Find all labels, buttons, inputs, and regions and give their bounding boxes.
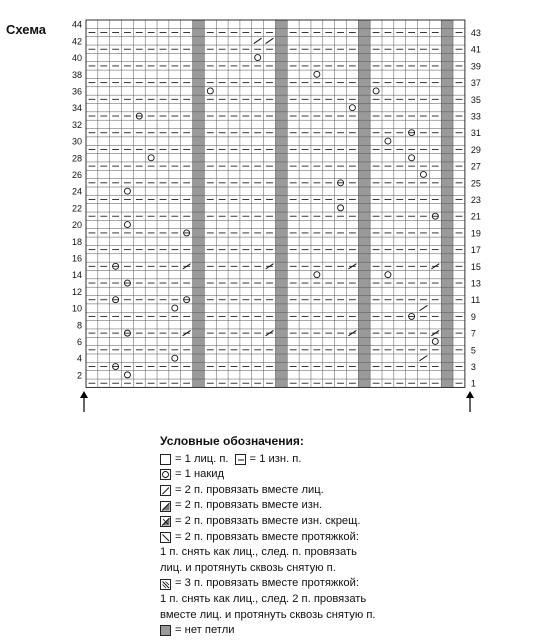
yarn-over-mark xyxy=(373,88,379,94)
decrease-mark xyxy=(420,305,428,310)
row-number-right: 23 xyxy=(470,195,481,206)
legend-item xyxy=(160,498,550,514)
legend-text: = 2 п. провязать вместе лиц. xyxy=(175,483,324,496)
yarn-over-mark xyxy=(314,71,320,77)
decrease-mark xyxy=(254,38,262,43)
legend-item xyxy=(160,514,550,530)
legend-text: = 3 п. провязать вместе протяжкой: xyxy=(175,577,359,590)
row-number-left: 38 xyxy=(71,69,82,80)
left-row-numbers xyxy=(72,20,82,381)
row-number-left: 42 xyxy=(71,36,82,47)
legend-text: = 1 накид xyxy=(175,468,225,481)
yarn-over-mark xyxy=(385,272,391,278)
yarn-over-mark xyxy=(207,88,213,94)
legend-item xyxy=(160,483,550,499)
circle-symbol-icon xyxy=(160,469,171,480)
row-number-left: 20 xyxy=(71,220,82,231)
decrease-mark xyxy=(266,38,274,43)
decrease-mark xyxy=(420,356,428,361)
yarn-over-mark xyxy=(172,305,178,311)
legend-item xyxy=(160,545,550,561)
chart-grid xyxy=(86,20,465,387)
legend-item xyxy=(160,576,550,592)
row-number-right: 37 xyxy=(470,78,481,89)
right-arrow xyxy=(466,391,474,412)
yarn-over-mark xyxy=(124,372,130,378)
legend-text: = 2 п. провязать вместе изн. xyxy=(175,499,323,512)
yarn-over-mark xyxy=(255,55,261,61)
row-number-left: 4 xyxy=(76,353,82,364)
row-number-right: 39 xyxy=(470,61,481,72)
legend-item xyxy=(160,623,550,639)
legend-item xyxy=(160,530,550,546)
yarn-over-mark xyxy=(124,222,130,228)
row-number-right: 43 xyxy=(470,28,481,39)
row-number-left: 10 xyxy=(71,303,82,314)
row-number-right: 17 xyxy=(470,245,481,256)
row-number-left: 26 xyxy=(71,169,82,180)
row-number-left: 22 xyxy=(71,203,82,214)
legend-item xyxy=(160,592,550,608)
row-number-right: 13 xyxy=(470,278,481,289)
legend-text: 1 п. снять как лиц., след. п. провязать xyxy=(160,546,357,559)
row-number-right: 19 xyxy=(470,228,481,239)
row-number-left: 40 xyxy=(71,53,82,64)
legend-item xyxy=(160,467,550,483)
row-number-left: 34 xyxy=(71,103,82,114)
row-number-left: 16 xyxy=(71,253,82,264)
dash-symbol-icon xyxy=(235,454,246,465)
yarn-over-mark xyxy=(338,205,344,211)
row-number-left: 24 xyxy=(71,186,82,197)
slash-cross-symbol-icon xyxy=(160,516,171,527)
row-number-left: 2 xyxy=(76,370,82,381)
legend-text: = нет петли xyxy=(175,624,235,637)
row-number-right: 3 xyxy=(470,362,476,373)
direction-arrows xyxy=(80,391,474,412)
row-number-right: 29 xyxy=(470,144,481,155)
yarn-over-mark xyxy=(409,155,415,161)
legend-text: = 2 п. провязать вместе изн. скрещ. xyxy=(175,514,361,527)
legend-text: = 1 лиц. п. xyxy=(175,452,229,465)
row-number-left: 44 xyxy=(71,19,82,30)
row-number-right: 7 xyxy=(470,328,476,339)
row-number-right: 31 xyxy=(470,128,481,139)
legend-text: = 2 п. провязать вместе протяжкой: xyxy=(175,530,359,543)
row-number-left: 30 xyxy=(71,136,82,147)
row-number-right: 15 xyxy=(470,261,481,272)
row-number-left: 12 xyxy=(71,286,82,297)
slash-fill-symbol-icon xyxy=(160,501,171,512)
legend-text: = 1 изн. п. xyxy=(249,452,302,465)
slash-symbol-icon xyxy=(160,485,171,496)
row-number-left: 28 xyxy=(71,153,82,164)
yarn-over-mark xyxy=(385,138,391,144)
row-number-left: 32 xyxy=(71,119,82,130)
legend-item xyxy=(160,452,550,468)
legend xyxy=(160,434,550,639)
legend-text: вместе лиц. и протянуть сквозь снятую п. xyxy=(160,608,376,621)
yarn-over-mark xyxy=(432,338,438,344)
yarn-over-mark xyxy=(314,272,320,278)
row-number-right: 5 xyxy=(470,345,476,356)
empty-symbol-icon xyxy=(160,454,171,465)
row-number-left: 6 xyxy=(76,336,82,347)
row-number-right: 41 xyxy=(470,44,481,55)
yarn-over-mark xyxy=(148,155,154,161)
legend-text: 1 п. снять как лиц., след. 2 п. провязать xyxy=(160,592,367,605)
row-number-left: 8 xyxy=(76,320,82,331)
row-number-right: 9 xyxy=(470,311,476,322)
row-number-left: 18 xyxy=(71,236,82,247)
triple-symbol-icon xyxy=(160,579,171,590)
row-number-right: 25 xyxy=(470,178,481,189)
backslash-symbol-icon xyxy=(160,532,171,543)
legend-header: Условные обозначения: xyxy=(160,434,304,448)
row-number-left: 14 xyxy=(71,270,82,281)
legend-item xyxy=(160,561,550,577)
legend-item xyxy=(160,608,550,624)
yarn-over-mark xyxy=(172,355,178,361)
row-number-right: 27 xyxy=(470,161,481,172)
row-number-right: 35 xyxy=(470,94,481,105)
row-number-right: 1 xyxy=(470,378,476,389)
legend-text: лиц. и протянуть сквозь снятую п. xyxy=(160,561,336,574)
yarn-over-mark xyxy=(420,171,426,177)
row-number-right: 33 xyxy=(470,111,481,122)
yarn-over-mark xyxy=(124,188,130,194)
yarn-over-mark xyxy=(349,105,355,111)
chart-title: Схема xyxy=(6,22,47,37)
row-number-right: 21 xyxy=(470,211,481,222)
right-row-numbers xyxy=(471,28,481,389)
gray-symbol-icon xyxy=(160,625,171,636)
row-number-left: 36 xyxy=(71,86,82,97)
row-number-right: 11 xyxy=(470,295,481,306)
left-arrow xyxy=(80,391,88,412)
